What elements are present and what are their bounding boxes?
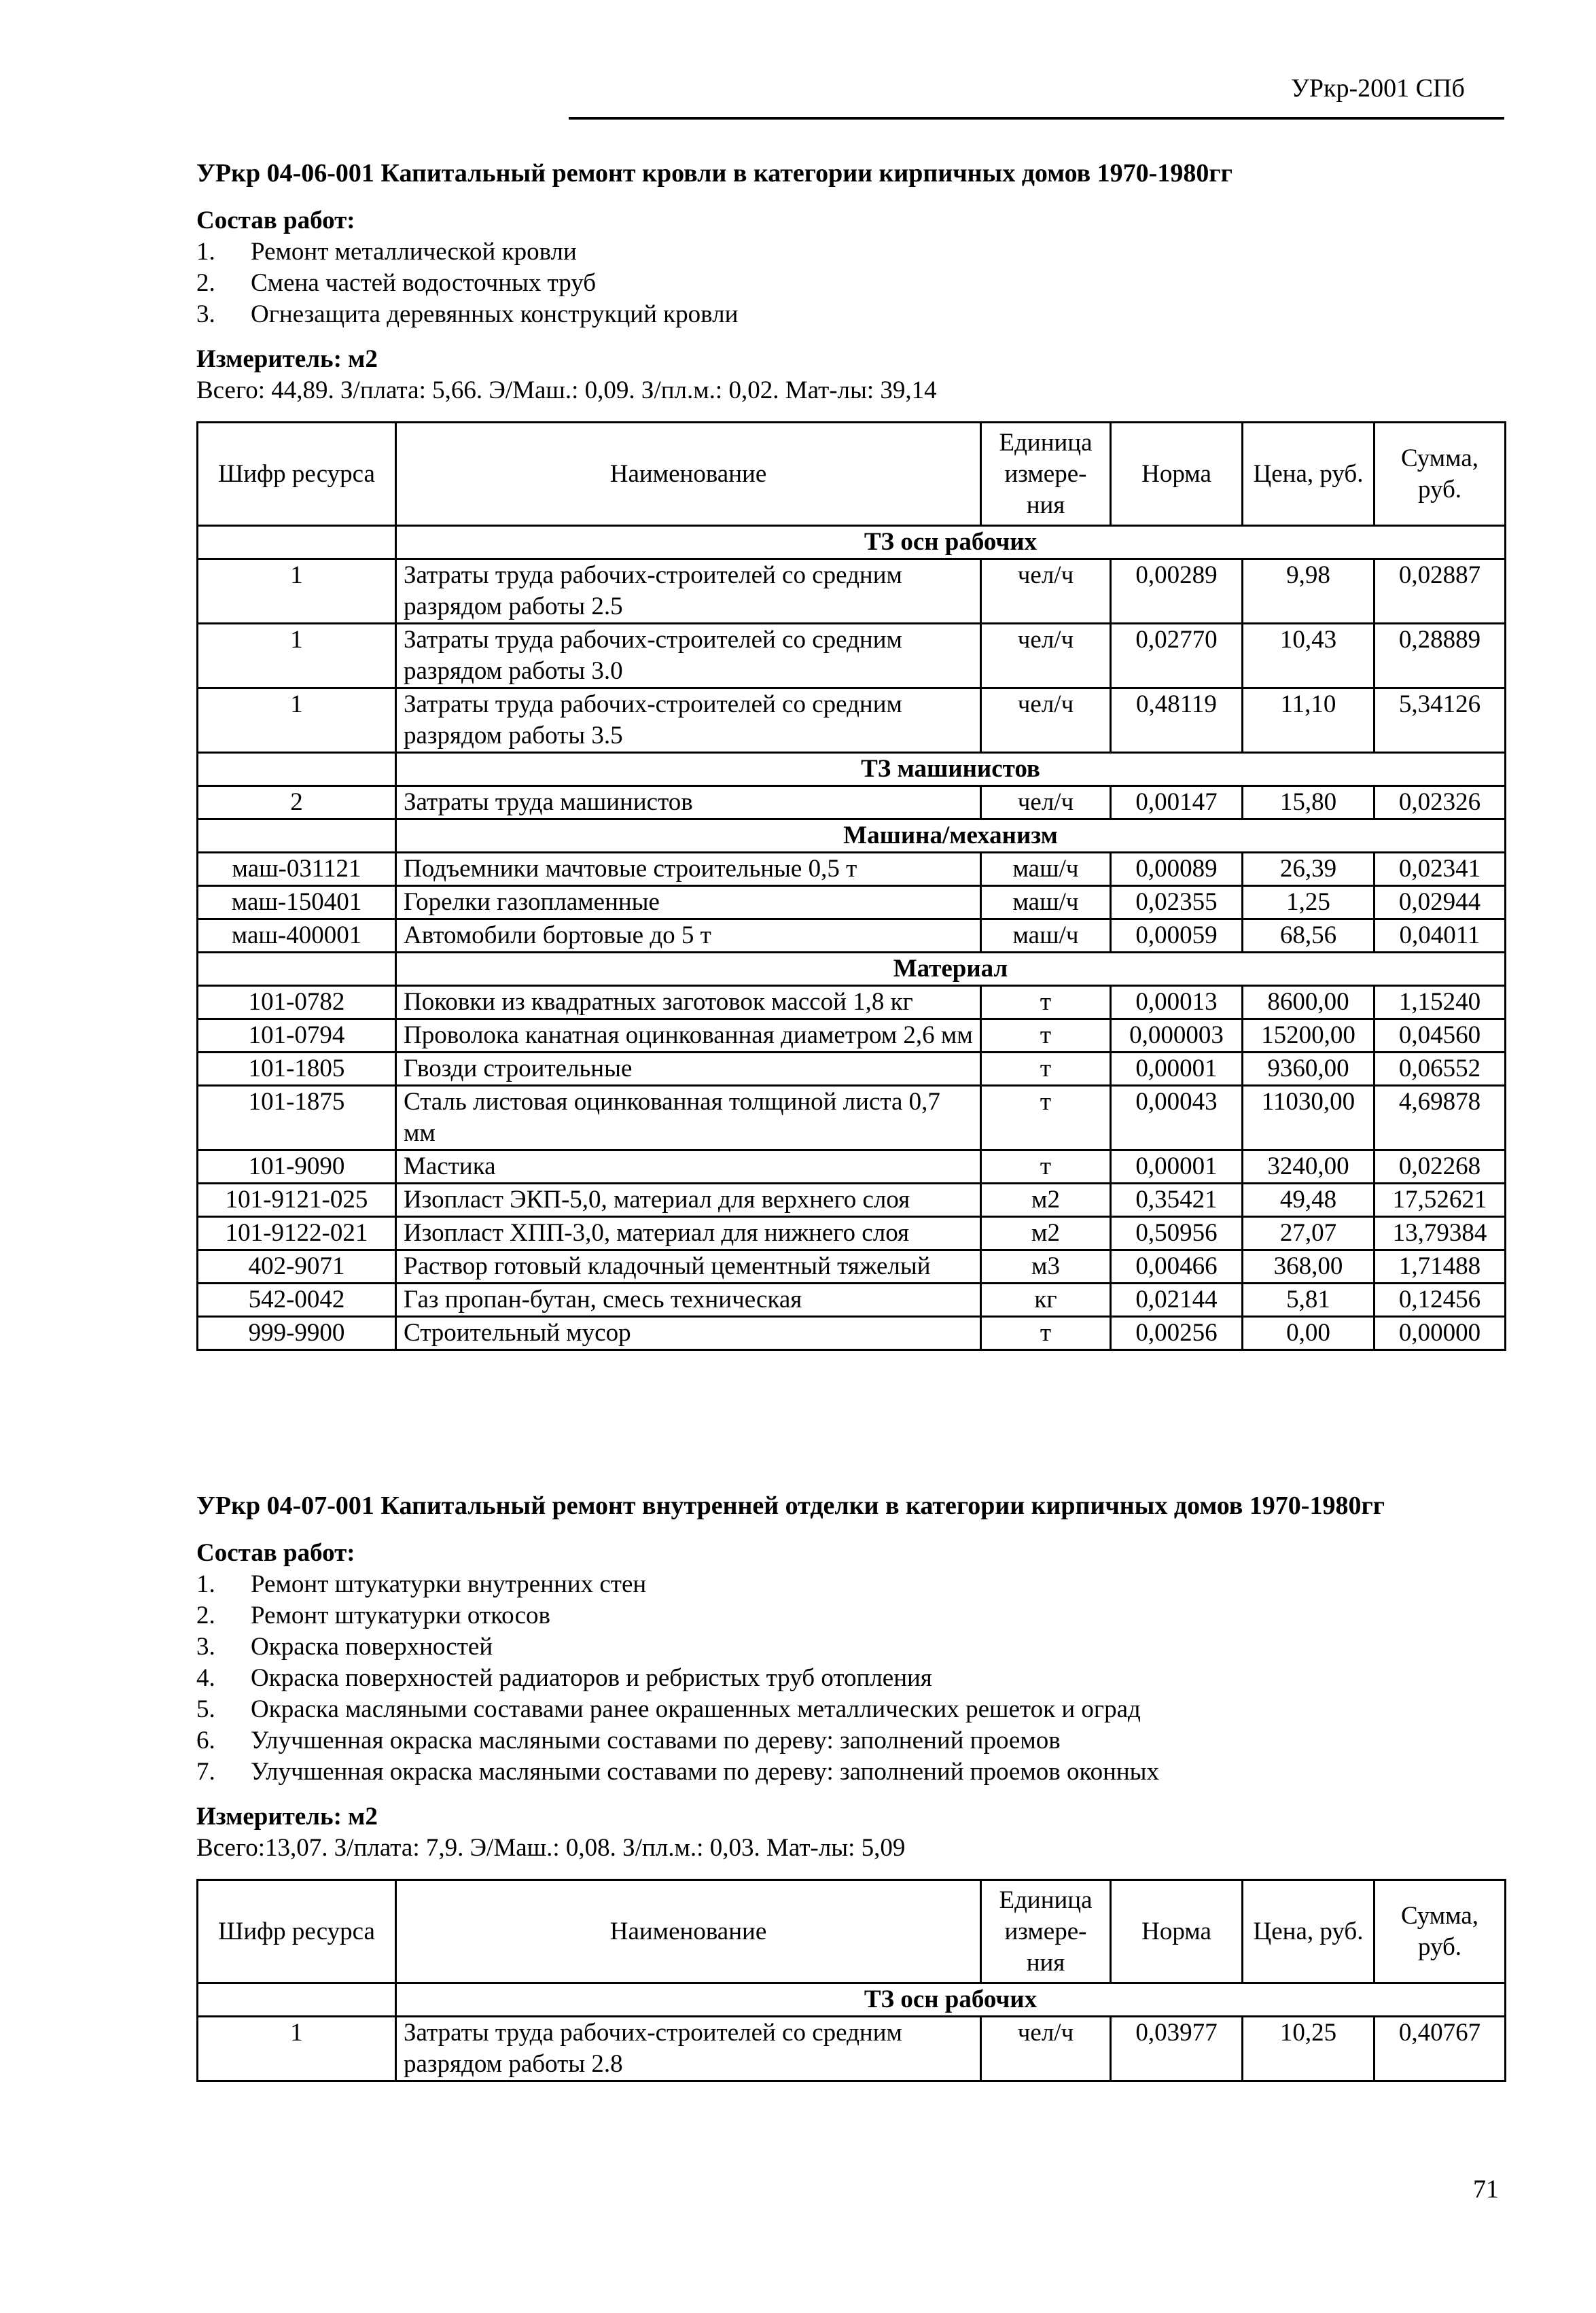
- cell-name: Мастика: [396, 1150, 981, 1184]
- cell-resource-code: маш-031121: [198, 853, 396, 886]
- cell-unit: м3: [981, 1250, 1111, 1284]
- cell-name: Поковки из квадратных заготовок массой 1,8 кг: [396, 986, 981, 1019]
- column-header-resource-code: Шифр ресурса: [198, 423, 396, 526]
- cell-name: Затраты труда машинистов: [396, 786, 981, 819]
- document-code: УРкр-2001 СПб: [1291, 74, 1465, 103]
- cell-resource-code: 999-9900: [198, 1317, 396, 1350]
- group-row-blank: [198, 819, 396, 853]
- cell-name: Затраты труда рабочих-строителей со средним разрядом работы 3.0: [396, 624, 981, 688]
- works-item-number: 3.: [196, 1633, 215, 1661]
- works-item-text: Улучшенная окраска масляными составами по дереву: заполнений проемов: [251, 1727, 1061, 1754]
- cell-name: Строительный мусор: [396, 1317, 981, 1350]
- cell-price: 9360,00: [1243, 1053, 1375, 1086]
- cell-resource-code: 101-9121-025: [198, 1184, 396, 1217]
- cell-resource-code: 101-1805: [198, 1053, 396, 1086]
- works-item: [196, 1663, 1504, 1694]
- cost-summary: Всего: 44,89. З/плата: 5,66. Э/Маш.: 0,09. З/пл.м.: 0,02. Мат-лы: 39,14: [196, 376, 937, 404]
- cell-resource-code: 101-0782: [198, 986, 396, 1019]
- cell-name: Газ пропан-бутан, смесь техническая: [396, 1284, 981, 1317]
- meter-label: Измеритель: м2: [196, 345, 378, 373]
- cell-price: 10,43: [1243, 624, 1375, 688]
- cell-norm: 0,00059: [1111, 919, 1243, 953]
- cell-name: Изопласт ЭКП-5,0, материал для верхнего слоя: [396, 1184, 981, 1217]
- column-header-norm: Норма: [1111, 1880, 1243, 1983]
- works-item-text: Окраска масляными составами ранее окрашенных металлических решеток и оград: [251, 1695, 1141, 1723]
- group-row: [198, 953, 1506, 986]
- table-row: [198, 688, 1506, 753]
- cell-resource-code: 101-9090: [198, 1150, 396, 1184]
- cell-name: Затраты труда рабочих-строителей со средним разрядом работы 2.8: [396, 2017, 981, 2081]
- section-title: УРкр 04-07-001 Капитальный ремонт внутренней отделки в категории кирпичных домов 1970-1980гг: [196, 1491, 1385, 1520]
- cell-norm: 0,02770: [1111, 624, 1243, 688]
- works-item-text: Окраска поверхностей: [251, 1633, 493, 1661]
- cell-name: Затраты труда рабочих-строителей со средним разрядом работы 3.5: [396, 688, 981, 753]
- cell-unit: маш/ч: [981, 853, 1111, 886]
- table-row: [198, 1317, 1506, 1350]
- cell-sum: 0,06552: [1375, 1053, 1506, 1086]
- cell-unit: м2: [981, 1217, 1111, 1250]
- works-label: Состав работ:: [196, 1539, 355, 1567]
- works-item-text: Улучшенная окраска масляными составами по дереву: заполнений проемов оконных: [251, 1758, 1160, 1786]
- cell-unit: маш/ч: [981, 886, 1111, 919]
- cell-name: Проволока канатная оцинкованная диаметром 2,6 мм: [396, 1019, 981, 1053]
- cell-norm: 0,00001: [1111, 1053, 1243, 1086]
- cell-norm: 0,03977: [1111, 2017, 1243, 2081]
- table-row: [198, 1250, 1506, 1284]
- cell-resource-code: 101-1875: [198, 1086, 396, 1150]
- cell-norm: 0,00043: [1111, 1086, 1243, 1150]
- column-header-sum: Сумма, руб.: [1375, 423, 1506, 526]
- section-04-06-001: [196, 158, 1504, 1351]
- works-item-number: 6.: [196, 1727, 215, 1754]
- cell-sum: 0,02326: [1375, 786, 1506, 819]
- cell-price: 3240,00: [1243, 1150, 1375, 1184]
- cell-unit: чел/ч: [981, 2017, 1111, 2081]
- cell-norm: 0,00147: [1111, 786, 1243, 819]
- works-item: [196, 1631, 1504, 1663]
- works-item-text: Ремонт металлической кровли: [251, 238, 577, 266]
- cell-norm: 0,50956: [1111, 1217, 1243, 1250]
- group-row-blank: [198, 526, 396, 559]
- cell-resource-code: 1: [198, 624, 396, 688]
- table-row: [198, 786, 1506, 819]
- column-header-name: Наименование: [396, 1880, 981, 1983]
- cell-price: 27,07: [1243, 1217, 1375, 1250]
- table-row: [198, 1284, 1506, 1317]
- cell-norm: 0,02144: [1111, 1284, 1243, 1317]
- cell-sum: 17,52621: [1375, 1184, 1506, 1217]
- cell-unit: маш/ч: [981, 919, 1111, 953]
- cell-resource-code: маш-400001: [198, 919, 396, 953]
- table-row: [198, 1086, 1506, 1150]
- column-header-norm: Норма: [1111, 423, 1243, 526]
- group-row: [198, 526, 1506, 559]
- cell-price: 11030,00: [1243, 1086, 1375, 1150]
- cell-name: Сталь листовая оцинкованная толщиной листа 0,7 мм: [396, 1086, 981, 1150]
- cell-unit: чел/ч: [981, 559, 1111, 624]
- works-item: [196, 268, 1504, 299]
- works-item: [196, 1694, 1504, 1725]
- cell-name: Автомобили бортовые до 5 т: [396, 919, 981, 953]
- cell-resource-code: 1: [198, 688, 396, 753]
- table-row: [198, 2017, 1506, 2081]
- cell-norm: 0,00256: [1111, 1317, 1243, 1350]
- cell-price: 68,56: [1243, 919, 1375, 953]
- group-row-blank: [198, 1983, 396, 2017]
- table-row: [198, 1150, 1506, 1184]
- cell-price: 0,00: [1243, 1317, 1375, 1350]
- cell-sum: 1,71488: [1375, 1250, 1506, 1284]
- column-header-unit: Единица измере-ния: [981, 1880, 1111, 1983]
- table-row: [198, 559, 1506, 624]
- cell-name: Затраты труда рабочих-строителей со средним разрядом работы 2.5: [396, 559, 981, 624]
- section-04-07-001: [196, 1490, 1504, 2082]
- works-item: [196, 299, 1504, 330]
- cell-unit: т: [981, 1086, 1111, 1150]
- cell-norm: 0,00001: [1111, 1150, 1243, 1184]
- works-item: [196, 1725, 1504, 1756]
- table-row: [198, 853, 1506, 886]
- cell-name: Раствор готовый кладочный цементный тяжелый: [396, 1250, 981, 1284]
- table-row: [198, 1053, 1506, 1086]
- cell-price: 49,48: [1243, 1184, 1375, 1217]
- meter-label: Измеритель: м2: [196, 1803, 378, 1831]
- cell-norm: 0,35421: [1111, 1184, 1243, 1217]
- works-item-number: 7.: [196, 1758, 215, 1786]
- works-label: Состав работ:: [196, 207, 355, 234]
- cell-name: Горелки газопламенные: [396, 886, 981, 919]
- works-item: [196, 1756, 1504, 1788]
- cell-norm: 0,00466: [1111, 1250, 1243, 1284]
- cell-sum: 0,12456: [1375, 1284, 1506, 1317]
- cell-resource-code: 1: [198, 559, 396, 624]
- table-row: [198, 919, 1506, 953]
- works-item-text: Огнезащита деревянных конструкций кровли: [251, 300, 739, 328]
- table-row: [198, 1217, 1506, 1250]
- works-item-text: Окраска поверхностей радиаторов и ребристых труб отопления: [251, 1664, 932, 1692]
- cell-norm: 0,02355: [1111, 886, 1243, 919]
- cell-unit: кг: [981, 1284, 1111, 1317]
- works-item-number: 5.: [196, 1695, 215, 1723]
- cell-price: 15200,00: [1243, 1019, 1375, 1053]
- group-label: ТЗ осн рабочих: [396, 1983, 1506, 2017]
- table-row: [198, 1184, 1506, 1217]
- works-item-text: Ремонт штукатурки откосов: [251, 1602, 551, 1629]
- column-header-unit: Единица измере-ния: [981, 423, 1111, 526]
- works-item-text: Смена частей водосточных труб: [251, 269, 597, 297]
- cell-unit: чел/ч: [981, 688, 1111, 753]
- cell-norm: 0,00013: [1111, 986, 1243, 1019]
- works-item: [196, 1569, 1504, 1600]
- cell-price: 10,25: [1243, 2017, 1375, 2081]
- page-number: 71: [1473, 2175, 1499, 2204]
- cell-unit: т: [981, 1019, 1111, 1053]
- cell-sum: 0,02268: [1375, 1150, 1506, 1184]
- column-header-price: Цена, руб.: [1243, 1880, 1375, 1983]
- column-header-price: Цена, руб.: [1243, 423, 1375, 526]
- group-row: [198, 1983, 1506, 2017]
- cell-price: 26,39: [1243, 853, 1375, 886]
- table-row: [198, 1019, 1506, 1053]
- cell-unit: м2: [981, 1184, 1111, 1217]
- works-item-number: 1.: [196, 1570, 215, 1598]
- cell-sum: 5,34126: [1375, 688, 1506, 753]
- cell-sum: 0,40767: [1375, 2017, 1506, 2081]
- table-row: [198, 624, 1506, 688]
- group-row-blank: [198, 953, 396, 986]
- works-item-number: 2.: [196, 269, 215, 297]
- works-item: [196, 1600, 1504, 1631]
- cell-sum: 1,15240: [1375, 986, 1506, 1019]
- table-header-row: [198, 423, 1506, 526]
- cell-norm: 0,00289: [1111, 559, 1243, 624]
- cell-price: 9,98: [1243, 559, 1375, 624]
- cell-unit: т: [981, 1150, 1111, 1184]
- group-label: ТЗ осн рабочих: [396, 526, 1506, 559]
- section-title: УРкр 04-06-001 Капитальный ремонт кровли в категории кирпичных домов 1970-1980гг: [196, 159, 1233, 188]
- cell-resource-code: 542-0042: [198, 1284, 396, 1317]
- cell-sum: 0,04011: [1375, 919, 1506, 953]
- cell-price: 5,81: [1243, 1284, 1375, 1317]
- cell-resource-code: маш-150401: [198, 886, 396, 919]
- group-row: [198, 819, 1506, 853]
- cell-resource-code: 2: [198, 786, 396, 819]
- cell-norm: 0,00089: [1111, 853, 1243, 886]
- cell-sum: 0,02944: [1375, 886, 1506, 919]
- cell-name: Гвозди строительные: [396, 1053, 981, 1086]
- cell-resource-code: 101-0794: [198, 1019, 396, 1053]
- works-item-number: 2.: [196, 1602, 215, 1629]
- cell-sum: 0,02341: [1375, 853, 1506, 886]
- works-list: [196, 1569, 1504, 1788]
- cost-summary: Всего:13,07. З/плата: 7,9. Э/Маш.: 0,08. З/пл.м.: 0,03. Мат-лы: 5,09: [196, 1834, 906, 1862]
- cell-sum: 0,28889: [1375, 624, 1506, 688]
- cell-name: Подъемники мачтовые строительные 0,5 т: [396, 853, 981, 886]
- cell-price: 11,10: [1243, 688, 1375, 753]
- resource-table: [196, 421, 1506, 1351]
- cell-price: 368,00: [1243, 1250, 1375, 1284]
- works-item: [196, 236, 1504, 268]
- works-item-number: 1.: [196, 238, 215, 266]
- cell-name: Изопласт ХПП-3,0, материал для нижнего слоя: [396, 1217, 981, 1250]
- table-header-row: [198, 1880, 1506, 1983]
- cell-sum: 0,00000: [1375, 1317, 1506, 1350]
- cell-price: 1,25: [1243, 886, 1375, 919]
- column-header-name: Наименование: [396, 423, 981, 526]
- cell-unit: чел/ч: [981, 786, 1111, 819]
- works-list: [196, 236, 1504, 330]
- cell-price: 15,80: [1243, 786, 1375, 819]
- cell-resource-code: 101-9122-021: [198, 1217, 396, 1250]
- resource-table: [196, 1879, 1506, 2082]
- works-item-text: Ремонт штукатурки внутренних стен: [251, 1570, 647, 1598]
- header-rule: [569, 117, 1504, 120]
- cell-unit: т: [981, 1317, 1111, 1350]
- group-row: [198, 753, 1506, 786]
- works-item-number: 4.: [196, 1664, 215, 1692]
- cell-norm: 0,48119: [1111, 688, 1243, 753]
- works-item-number: 3.: [196, 300, 215, 328]
- cell-unit: т: [981, 1053, 1111, 1086]
- cell-norm: 0,000003: [1111, 1019, 1243, 1053]
- column-header-resource-code: Шифр ресурса: [198, 1880, 396, 1983]
- group-label: Материал: [396, 953, 1506, 986]
- cell-sum: 0,04560: [1375, 1019, 1506, 1053]
- cell-unit: т: [981, 986, 1111, 1019]
- group-label: Машина/механизм: [396, 819, 1506, 853]
- cell-resource-code: 1: [198, 2017, 396, 2081]
- table-row: [198, 886, 1506, 919]
- group-label: ТЗ машинистов: [396, 753, 1506, 786]
- cell-price: 8600,00: [1243, 986, 1375, 1019]
- cell-sum: 0,02887: [1375, 559, 1506, 624]
- cell-unit: чел/ч: [981, 624, 1111, 688]
- cell-resource-code: 402-9071: [198, 1250, 396, 1284]
- group-row-blank: [198, 753, 396, 786]
- cell-sum: 4,69878: [1375, 1086, 1506, 1150]
- column-header-sum: Сумма, руб.: [1375, 1880, 1506, 1983]
- table-row: [198, 986, 1506, 1019]
- cell-sum: 13,79384: [1375, 1217, 1506, 1250]
